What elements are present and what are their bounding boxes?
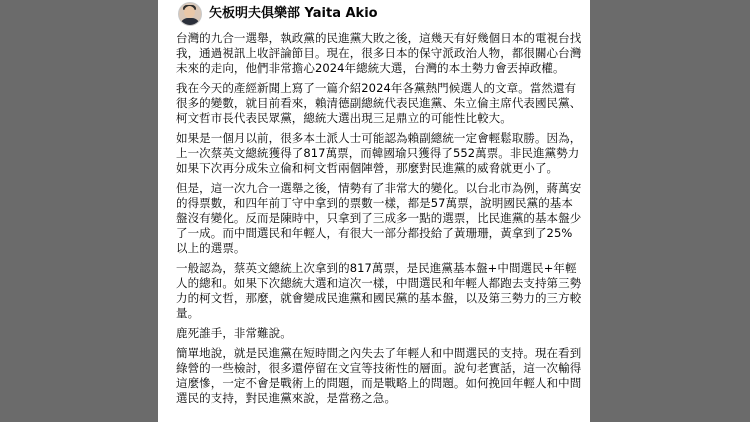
author-avatar[interactable]: [178, 2, 202, 26]
post-header: [178, 2, 378, 26]
post-paragraph-4: 但是，這一次九合一選舉之後，情勢有了非常大的變化。以台北市為例，蔣萬安的得票數，和四年前丁守中拿到的票數一樣，都是57萬票，說明國民黨的基本盤沒有變化。反而是陳時中，只拿到了三成多一點的選票，比民進黨的基本盤少了一成。而中間選民和年輕人，有很大一部分都投給了黃珊珊，黃拿到了25%以上的選票。: [176, 181, 582, 255]
facebook-post-card: [158, 0, 590, 422]
post-paragraph-7: 簡單地說，就是民進黨在短時間之內失去了年輕人和中間選民的支持。現在看到綠營的一些檢討，很多還停留在文宣等技術性的層面。說句老實話，這一次輸得這麼慘，一定不會是戰術上的問題，而是戰略上的問題。如何挽回年輕人和中間選民的支持，對民進黨來說，是當務之急。: [176, 346, 582, 405]
avatar-suit: [180, 18, 200, 26]
avatar-face: [184, 6, 195, 18]
author-name-link[interactable]: 矢板明夫俱樂部 Yaita Akio: [209, 6, 378, 21]
post-paragraph-6: 鹿死誰手，非常難說。: [176, 326, 292, 340]
post-paragraph-3: 如果是一個月以前，很多本土派人士可能認為賴副總統一定會輕鬆取勝。因為，上一次蔡英文總統獲得了817萬票，而韓國瑜只獲得了552萬票。非民進黨勢力如果下次再分成朱立倫和柯文哲兩個陣營，那麼對民進黨的威脅就更小了。: [176, 131, 582, 175]
post-body: [176, 31, 582, 411]
post-paragraph-2: 我在今天的產經新聞上寫了一篇介紹2024年各黨熱門候選人的文章。當然還有很多的變數，就目前看來，賴清德副總統代表民進黨、朱立倫主席代表國民黨、柯文哲市長代表民眾黨，總統大選出現三足鼎立的可能性比較大。: [176, 81, 582, 125]
post-paragraph-5: 一般認為，蔡英文總統上次拿到的817萬票，是民進黨基本盤+中間選民+年輕人的總和。如果下次總統大選和這次一樣，中間選民和年輕人都跑去支持第三勢力的柯文哲，那麼，就會變成民進黨和國民黨的基本盤，以及第三勢力的三方較量。: [176, 261, 582, 320]
post-paragraph-1: 台灣的九合一選舉，執政黨的民進黨大敗之後，這幾天有好幾個日本的電視台找我，通過視訊上收評論節目。現在，很多日本的保守派政治人物，都很關心台灣未來的走向，他們非常擔心2024年總統大選，台灣的本土勢力會丟掉政權。: [176, 31, 582, 75]
